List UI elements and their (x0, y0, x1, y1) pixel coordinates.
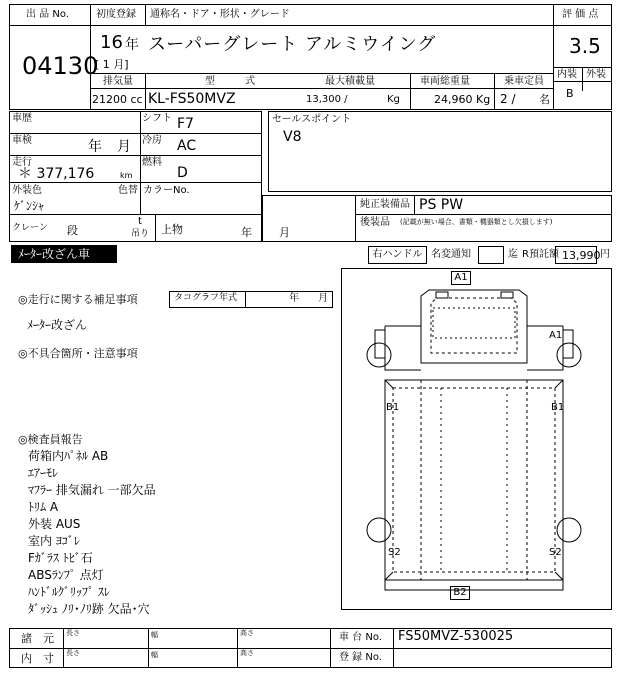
sales-point-value: V8 (283, 129, 302, 145)
exterior-grade-label: 外装 (586, 69, 606, 80)
color-no-label: カラーNo. (143, 185, 190, 196)
name-change-box (478, 246, 504, 264)
shift-value: F7 (177, 116, 194, 132)
model-value: KL-FS50MVZ (148, 91, 236, 107)
deposit-unit: 円 (600, 249, 610, 260)
damage-mark-a1-side: A1 (549, 330, 563, 341)
dims-width-label: 幅 (151, 631, 158, 639)
inspector-item: 外装 AUS (28, 517, 81, 531)
dims-height-label: 高さ (240, 629, 254, 637)
first-reg-month: [ 1 月] (95, 58, 129, 71)
interior-dims-label: 内 寸 (21, 652, 54, 665)
inspection-label: 車検 (12, 135, 32, 146)
first-reg-label: 初度登録 (96, 9, 136, 20)
mileage-value: ＊ 377,176 (18, 166, 95, 182)
inspector-item: ﾏﾌﾗｰ 排気漏れ 一部欠品 (28, 483, 156, 497)
model-label: 型 式 (205, 76, 255, 87)
inspector-item: ABSﾗﾝﾌﾟ 点灯 (28, 568, 104, 582)
driving-title: ◎走行に関する補足事項 (18, 293, 138, 306)
interior-height-label: 高さ (240, 649, 254, 657)
inspector-item: ﾄﾘﾑ A (28, 500, 59, 514)
mount-month: 月 (279, 226, 290, 239)
deposit-label: R預託額 (522, 249, 559, 260)
meter-tampered-banner-text: ﾒｰﾀｰ改ざん車 (18, 247, 91, 261)
steering-box: 右ハンドル (368, 246, 427, 264)
tachograph-month: 月 (318, 293, 328, 304)
driving-note: ﾒｰﾀｰ改ざん (27, 318, 88, 332)
mileage-label: 走行 (12, 157, 32, 168)
chassis-value: FS50MVZ-530025 (398, 629, 514, 644)
interior-length-label: 長さ (66, 649, 80, 657)
ac-label: 冷房 (142, 135, 162, 146)
aftermarket-note: (記載が無い場合、書類・機器類とし欠損します) (400, 218, 553, 226)
damage-mark-b1-right: B1 (551, 402, 565, 413)
registration-label: 登 録 No. (339, 652, 382, 663)
damage-mark-b2-bottom: B2 (450, 586, 470, 600)
inspector-list (28, 448, 328, 618)
inspector-item: Fｶﾞﾗｽ ﾄﾋﾞ石 (28, 551, 93, 565)
inspection-year: 年 (88, 139, 102, 155)
displacement-value: 21200 cc (92, 93, 143, 106)
max-load-unit: Kg (387, 94, 400, 105)
inspector-item: ﾀﾞｯｼｭ ﾉﾘ･ﾉﾘ跡 欠品･穴 (28, 602, 150, 616)
dims-length-label: 長さ (66, 629, 80, 637)
gross-weight-label: 車両総重量 (420, 76, 470, 87)
chassis-label: 車 台 No. (339, 632, 382, 643)
damage-mark-s2-left: S2 (388, 547, 401, 558)
inspector-item: 荷箱内ﾊﾟﾈﾙ AB (28, 449, 109, 463)
inspector-item: 室内 ﾖｺﾞﾚ (28, 534, 80, 548)
capacity-value: 2 / (500, 92, 516, 106)
crane-stage: 段 (67, 224, 78, 237)
truck-diagram (341, 268, 612, 610)
inspector-item: ｴｱｰﾓﾚ (28, 466, 59, 480)
damage-mark-s2-right: S2 (549, 547, 562, 558)
displacement-label: 排気量 (103, 76, 133, 87)
name-label: 通称名・ドア・形状・グレード (150, 9, 290, 20)
equipment-label: 純正装備品 (360, 199, 410, 210)
dims-label: 諸 元 (21, 632, 54, 645)
lot-number: 04130 (22, 52, 99, 80)
shift-label: シフト (142, 113, 172, 124)
sales-point-label: セールスポイント (272, 114, 352, 125)
aftermarket-label: 後装品 (360, 217, 390, 228)
inspector-item: ﾊﾝﾄﾞﾙｸﾞﾘｯﾌﾟ ｽﾚ (28, 585, 110, 599)
defects-title: ◎不具合箇所・注意事項 (18, 347, 138, 360)
fuel-value: D (177, 165, 188, 181)
year-unit: 年 (125, 37, 139, 53)
color-change-label: 色替 (118, 185, 138, 196)
inspection-month: 月 (117, 139, 131, 155)
crane-ton: t (138, 216, 142, 227)
gross-weight-value: 24,960 Kg (434, 93, 491, 106)
damage-mark-b1-left: B1 (386, 402, 400, 413)
grade-value: 3.5 (569, 34, 601, 58)
interior-width-label: 幅 (151, 651, 158, 659)
equipment-value: PS PW (419, 197, 464, 213)
crane-suspend: 吊り (131, 229, 150, 239)
mount-year: 年 (241, 226, 252, 239)
crane-label: クレーン (12, 223, 48, 233)
vehicle-name: スーパーグレート アルミウイング (148, 34, 437, 55)
tachograph-label: タコグラフ年式 (174, 293, 238, 303)
ext-color-label: 外装色 (12, 185, 42, 196)
name-change-label: 名変通知 (431, 249, 471, 260)
max-load-value: 13,300 / (306, 94, 348, 105)
ex-mark: 迄 (508, 249, 518, 260)
lot-label: 出 品 No. (26, 9, 69, 20)
max-load-label: 最大積載量 (325, 76, 375, 87)
ext-color-value: ｹﾞﾝｼｬ (14, 199, 45, 213)
deposit-value: 13,990 (562, 249, 601, 262)
inspector-title: ◎検査員報告 (18, 433, 83, 446)
ac-value: AC (177, 138, 197, 154)
fuel-label: 燃料 (142, 157, 162, 168)
mileage-unit: km (120, 171, 133, 180)
history-label: 車歴 (12, 113, 32, 124)
damage-mark-a1-top: A1 (451, 271, 471, 285)
capacity-label: 乗車定員 (504, 76, 544, 87)
capacity-unit: 名 (539, 93, 550, 106)
mount-label: 上物 (161, 223, 183, 236)
grade-label: 評 価 点 (562, 9, 599, 20)
first-reg-year: 16 (100, 32, 123, 53)
interior-grade-value: B (566, 87, 574, 100)
interior-grade-label: 内装 (557, 69, 577, 80)
tachograph-year: 年 (289, 293, 299, 304)
